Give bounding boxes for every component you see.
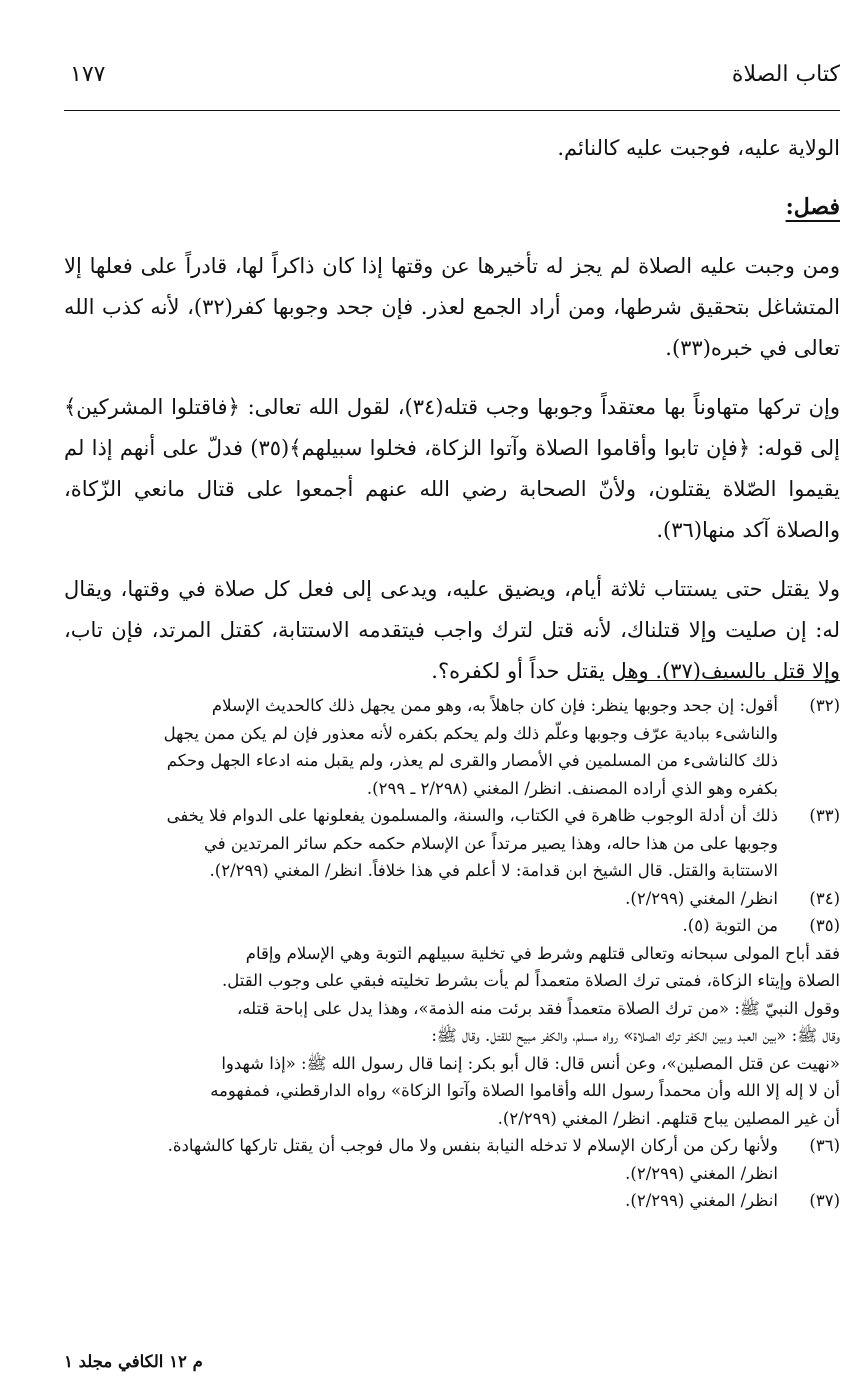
running-header [64, 62, 840, 96]
footnote [64, 1132, 840, 1187]
section-heading: فصل: [785, 194, 840, 220]
footnote [64, 912, 840, 940]
footnote-number: (٣٥) [809, 916, 840, 935]
footnote [64, 940, 840, 1133]
footnote [64, 1187, 840, 1215]
footnote-line: وجوبها على من هذا حاله، وهذا يصير مرتداً عن الإسلام حكمه حكم سائر المرتدين في [204, 833, 778, 853]
footnote-number: (٣٢) [809, 696, 840, 715]
footnote-rule [625, 680, 840, 681]
footnote [64, 692, 840, 802]
footnote-line: فقد أباح المولى سبحانه وتعالى قتلهم وشرط في تخلية سبيلهم التوبة وهي الإسلام وإقام [245, 943, 840, 963]
footnote-number: (٣٦) [809, 1136, 840, 1155]
paragraph-2: وإن تركها متهاوناً بها معتقداً وجوبها وجب قتله(٣٤)، لقول الله تعالى: ﴿فاقتلوا المشركين﴾ إلى قوله: ﴿فإن تابوا وأقاموا الصلاة وآتوا الزكاة، فخلوا سبيلهم﴾(٣٥) فدلّ على أنهم إذا لم يقيموا الصّلاة يقتلون، ولأنّ الصحابة رضي الله عنهم أجمعوا على قتال مانعي الزّكاة، والصلاة آكد منها(٣٦). [64, 395, 841, 542]
footnote-line: أن غير المصلين يباح قتلهم. انظر/ المغني (٢/٢٩٩). [497, 1108, 840, 1128]
footnote-line: «نهيت عن قتل المصلين»، وعن أنس قال: قال أبو بكر: إنما قال رسول الله ﷺ: «إذا شهدوا [221, 1053, 840, 1073]
paragraph-3: ولا يقتل حتى يستتاب ثلاثة أيام، ويضيق عليه، ويدعى إلى فعل كل صلاة في وقتها، ويقال له: إن صليت وإلا قتلناك، لأنه قتل لترك واجب فيتقدمه الاستتابة، كقتل المرتد، فإن تاب، وإلا قتل بالسيف(٣٧). وهل يقتل حداً أو لكفره؟. [64, 577, 840, 683]
page-number: ١٧٧ [70, 62, 106, 87]
footnote-line: الاستتابة والقتل. قال الشيخ ابن قدامة: لا أعلم في هذا خلافاً. انظر/ المغني (٢/٢٩٩). [209, 861, 778, 880]
footnote-line: ذلك كالناشىء من المسلمين في الأمصار والقرى لم يعذر، ولم يقبل منه ادعاء الجهل وحكم [166, 751, 778, 770]
footnotes [64, 692, 840, 1215]
footnote-line: انظر/ المغني (٢/٢٩٩). [625, 1191, 778, 1210]
footnote-line: أن لا إله إلا الله وأن محمداً رسول الله وأقاموا الصلاة وآتوا الزكاة» رواه الدارقطني، فمفهومه [210, 1081, 840, 1100]
paragraph-1: ومن وجبت عليه الصلاة لم يجز له تأخيرها عن وقتها إذا كان ذاكراً لها، قادراً على فعلها إلا المتشاغل بتحقيق شرطها، ومن أراد الجمع لعذر. فإن جحد وجوبها كفر(٣٢)، لأنه كذب الله تعالى في خبره(٣٣). [64, 254, 841, 360]
section-heading-row [64, 187, 840, 228]
header-rule [64, 110, 840, 111]
footnote-line: الصلاة وإيتاء الزكاة، فمتى ترك الصلاة متعمداً لم يأت بشرط تخليته فبقي على وجوب القتل. [221, 971, 840, 990]
footnote-number: (٣٤) [809, 888, 840, 908]
main-text [64, 128, 840, 692]
footnote [64, 885, 840, 913]
footnote-number: (٣٣) [809, 806, 840, 825]
footnote-line: بكفره وهو الذي أراده المصنف. انظر/ المغني (٢/٢٩٨ ـ ٢٩٩). [366, 778, 778, 798]
footnote-line: ذلك أن أدلة الوجوب ظاهرة في الكتاب، والسنة، والمسلمون يفعلونها على الدوام فلا يخفى [166, 806, 778, 825]
footnote-line: وقال ﷺ: «بين العبد وبين الكفر ترك الصلاة» رواه مسلم، والكفر مبيح للقتل. وقال ﷺ: [431, 1026, 840, 1045]
footnote-line: انظر/ المغني (٢/٢٩٩). [625, 888, 778, 908]
footnote-line: من التوبة (٥). [682, 916, 778, 935]
footnote-line: انظر/ المغني (٢/٢٩٩). [625, 1163, 778, 1183]
footnote-number: (٣٧) [809, 1191, 840, 1210]
signature-mark: م ١٢ الكافي مجلد ١ [64, 1352, 203, 1371]
chapter-title: كتاب الصلاة [731, 62, 840, 87]
footnote-line: أقول: إن جحد وجوبها ينظر: فإن كان جاهلاً به، وهو ممن يجهل ذلك كالحديث الإسلام [211, 696, 778, 715]
footnote-line: ولأنها ركن من أركان الإسلام لا تدخله النيابة بنفس ولا مال فوجب أن يقتل تاركها كالشهادة. [167, 1136, 778, 1155]
footnote-line: وقول النبيّ ﷺ: «من ترك الصلاة متعمداً فقد برئت منه الذمة»، وهذا يدل على إباحة قتله، [236, 998, 840, 1018]
footnote-line: والناشىء ببادية عرّف وجوبها وعلّم ذلك ولم يحكم بكفره لأنه معذور فإن لم يكن ممن يجهل [163, 723, 778, 743]
footnote [64, 802, 840, 885]
intro-line: الولاية عليه، فوجبت عليه كالنائم. [557, 136, 840, 160]
